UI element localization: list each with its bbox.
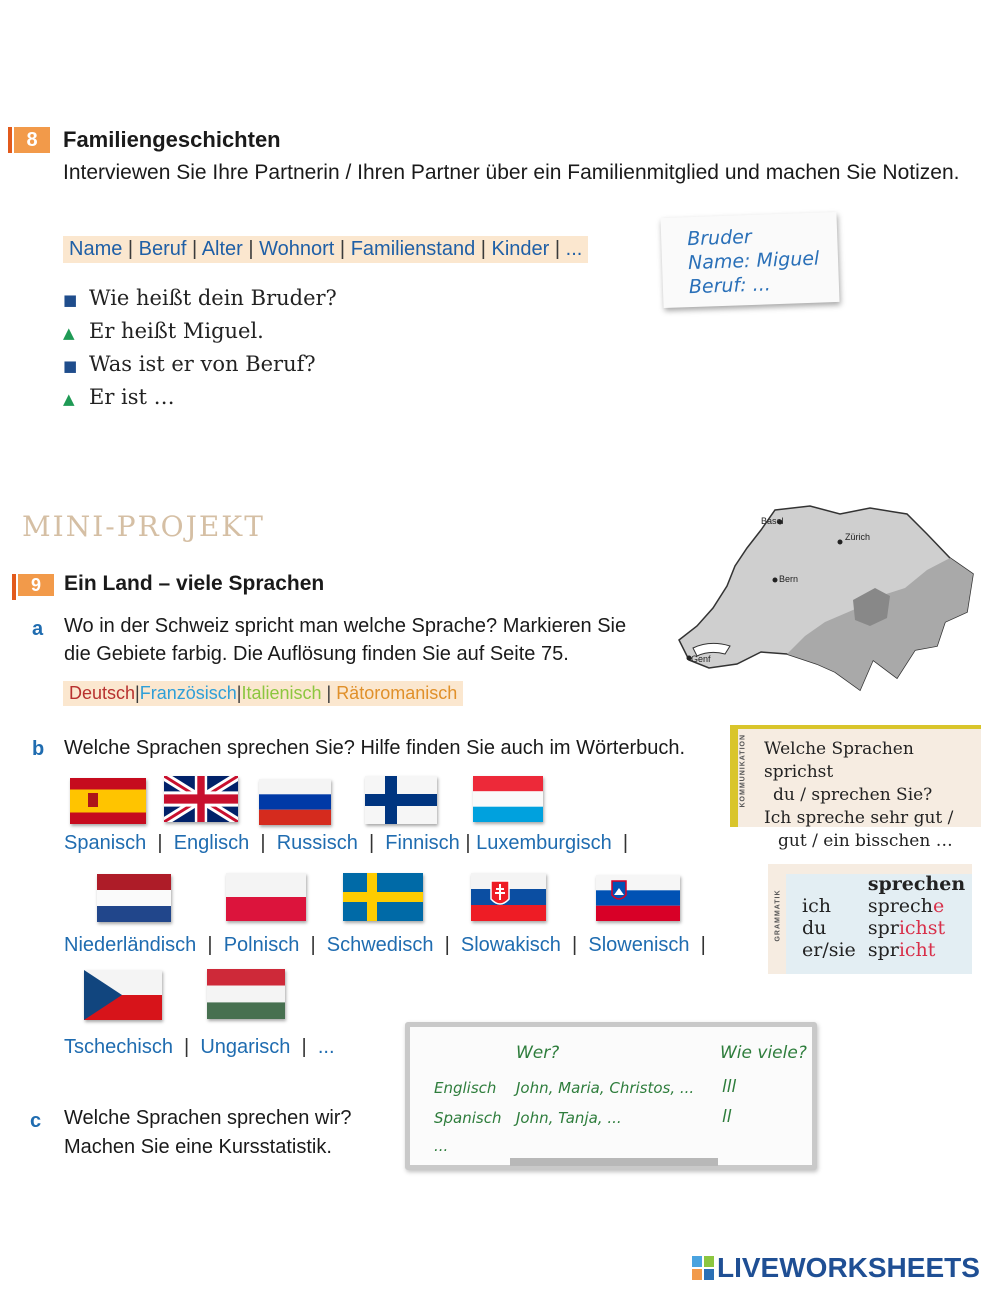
word-item: ... (565, 238, 583, 260)
luxembourg-flag-icon (473, 776, 543, 822)
dialog-text: Er ist … (89, 385, 175, 409)
slovenia-flag-icon (596, 875, 680, 921)
hungary-flag-icon (207, 969, 285, 1019)
dialog-line (63, 316, 337, 349)
poland-flag-icon (226, 873, 306, 921)
sweden-flag-icon (343, 873, 423, 921)
exercise-instruction: Interviewen Sie Ihre Partnerin / Ihren Partner über ein Familienmitglied und machen Sie Notizen. (63, 161, 960, 184)
note-card (660, 212, 839, 308)
board-tray (510, 1158, 718, 1166)
language-name: Schwedisch (326, 934, 434, 956)
grammar-pronoun: du (802, 917, 827, 939)
map-label-zuerich: Zürich (845, 532, 871, 542)
dialog-line (63, 382, 337, 415)
board-header: Wie viele? (720, 1043, 807, 1063)
grammar-form: sprichst (867, 917, 946, 939)
language-name: Englisch (173, 832, 250, 854)
box-line: du / sprechen Sie? (773, 785, 933, 805)
language-row: Spanisch | Englisch | Russisch | Finnisch | Luxemburgisch | (64, 832, 629, 854)
czech-flag-icon (84, 970, 162, 1020)
box-line: Ich spreche sehr gut / (764, 808, 954, 828)
map-label-genf: Genf (691, 654, 711, 664)
board-language: Spanisch (434, 1109, 502, 1127)
switzerland-map (675, 500, 975, 698)
board-count: lll (722, 1077, 737, 1097)
language-name: ... (317, 1036, 335, 1058)
board-language: Englisch (434, 1079, 497, 1097)
language-name: Spanisch (64, 832, 147, 854)
language-bar: Deutsch|Französisch|Italienisch | Rätoromanisch (63, 681, 463, 706)
netherlands-flag-icon (97, 874, 171, 922)
exercise-title: Familiengeschichten (63, 127, 281, 152)
box-text (764, 738, 981, 853)
grammar-box (768, 864, 972, 974)
slovakia-flag-icon (471, 873, 546, 921)
box-line: gut / ein bisschen … (778, 831, 953, 851)
dialog (63, 283, 337, 415)
exercise-number-badge: 9 (18, 574, 54, 596)
language-name: Polnisch (223, 934, 300, 956)
board-count: ll (722, 1107, 732, 1127)
box-label: KOMMUNIKATION (739, 733, 747, 808)
task-letter: a (32, 618, 44, 640)
section-heading: MINI-PROJEKT (22, 510, 265, 543)
uk-flag-icon (164, 776, 238, 822)
triangle-marker-icon: ▲ (63, 390, 75, 408)
note-line: Bruder (686, 225, 753, 251)
board-names: John, Tanja, ... (516, 1109, 622, 1127)
language-name: Russisch (276, 832, 358, 854)
task-line: die Gebiete farbig. Die Auflösung finden Sie auf Seite 75. (64, 643, 569, 665)
square-marker-icon: ■ (63, 357, 78, 375)
task-text (64, 612, 626, 668)
dialog-line (63, 283, 337, 316)
grammar-pronoun: er/sie (802, 939, 856, 961)
box-label: GRAMMATIK (774, 889, 782, 942)
task-letter: c (30, 1110, 42, 1132)
board-more: ... (434, 1137, 449, 1155)
word-item: Name (69, 238, 123, 260)
liveworksheets-logo-icon (692, 1256, 714, 1280)
liveworksheets-logo: LIVEWORKSHEETS (717, 1252, 980, 1283)
language-row: Niederländisch | Polnisch | Schwedisch | Slowakisch | Slowenisch | (64, 934, 706, 956)
dialog-text: Er heißt Miguel. (89, 319, 264, 343)
exercise-title: Ein Land – viele Sprachen (64, 572, 325, 595)
language-row: Tschechisch | Ungarisch | ... (64, 1036, 335, 1058)
map-label-basel: Basel (761, 516, 784, 526)
word-item: Kinder (491, 238, 550, 260)
grammar-form: spreche (867, 895, 945, 917)
square-marker-icon: ■ (63, 291, 78, 309)
triangle-marker-icon: ▲ (63, 324, 75, 342)
task-line: Wo in der Schweiz spricht man welche Sprache? Markieren Sie (64, 615, 627, 637)
russia-flag-icon (259, 779, 331, 825)
task-text (64, 1104, 352, 1162)
word-bank: Name | Beruf | Alter | Wohnort | Familienstand | Kinder | ... (63, 236, 588, 263)
note-line: Beruf: ... (688, 273, 772, 299)
word-item: Wohnort (259, 238, 335, 260)
language-name: Niederländisch (64, 934, 197, 956)
task-line: Welche Sprachen sprechen wir? (64, 1107, 352, 1129)
word-item: Beruf (138, 238, 187, 260)
language-name: Ungarisch (200, 1036, 291, 1058)
task-line: Machen Sie eine Kursstatistik. (64, 1136, 332, 1158)
dialog-text: Wie heißt dein Bruder? (89, 286, 337, 310)
language-item: Deutsch (69, 683, 136, 703)
exercise-number-badge: 8 (14, 127, 50, 153)
grammar-verb: sprechen (867, 873, 966, 895)
language-name: Finnisch (385, 832, 460, 854)
dialog-text: Was ist er von Beruf? (89, 352, 316, 376)
spain-flag-icon (70, 778, 146, 824)
map-label-bern: Bern (779, 574, 799, 584)
note-line: Name: Miguel (687, 247, 820, 275)
communication-box (730, 725, 981, 851)
task-text: Welche Sprachen sprechen Sie? Hilfe finden Sie auch im Wörterbuch. (64, 737, 686, 759)
board-header: Wer? (516, 1043, 560, 1063)
word-item: Alter (201, 238, 243, 260)
grammar-pronoun: ich (802, 895, 831, 917)
board-names: John, Maria, Christos, ... (516, 1079, 695, 1097)
whiteboard (405, 1022, 817, 1170)
language-name: Tschechisch (64, 1036, 173, 1058)
language-item: Italienisch (241, 683, 322, 703)
language-name: Slowenisch (588, 934, 690, 956)
word-item: Familienstand (350, 238, 476, 260)
task-letter: b (32, 738, 45, 760)
language-name: Luxemburgisch (476, 832, 612, 854)
dialog-line (63, 349, 337, 382)
grammar-table (796, 873, 971, 961)
finland-flag-icon (365, 776, 437, 824)
language-item: Rätoromanisch (336, 683, 458, 703)
box-line: Welche Sprachen sprichst (764, 739, 914, 782)
language-item: Französisch (139, 683, 237, 703)
language-name: Slowakisch (460, 934, 561, 956)
grammar-form: spricht (867, 939, 936, 961)
